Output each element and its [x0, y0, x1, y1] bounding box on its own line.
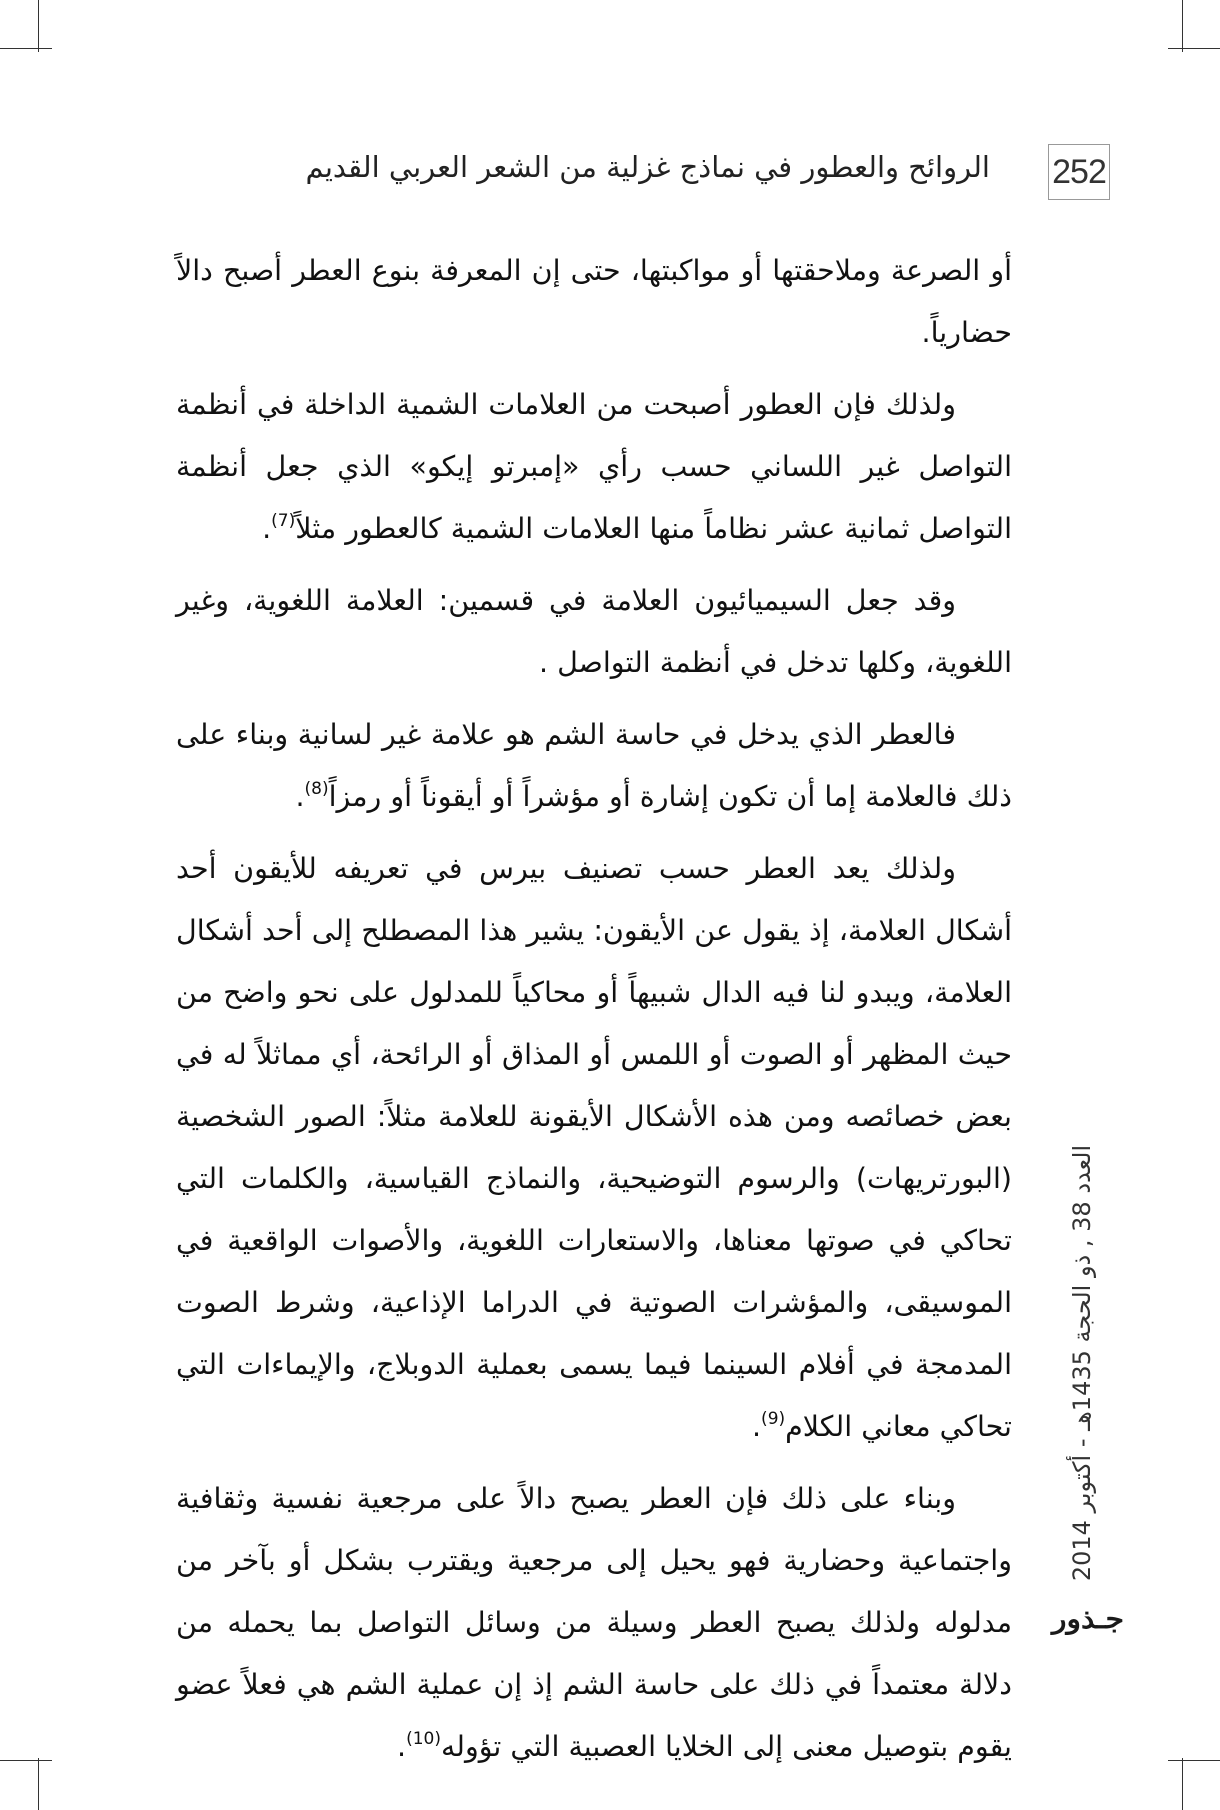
paragraph-text: ولذلك فإن العطور أصبحت من العلامات الشمية الداخلة في أنظمة التواصل غير اللساني حسب رأي «إمبرتو إيكو» الذي جعل أنظمة التواصل ثمانية عشر نظاماً منها العلامات الشمية كالعطور مثلاً: [176, 388, 1012, 545]
crop-mark-bottom-right-h: [1168, 1760, 1220, 1761]
paragraph-5: ولذلك يعد العطر حسب تصنيف بيرس في تعريفه للأيقون أحد أشكال العلامة، إذ يقول عن الأيقون: يشير هذا المصطلح إلى أحد أشكال العلامة، ويبدو لنا فيه الدال شبيهاً أو محاكياً للمدلول على نحو واضح من حيث المظهر أو الصوت أو اللمس أو المذاق أو الرائحة، أي مماثلاً له في بعض خصائصه ومن هذه الأشكال الأيقونة للعلامة مثلاً: الصور الشخصية (البورتريهات) والرسوم التوضيحية، والنماذج القياسية، والكلمات التي تحاكي في صوتها معناها، والاستعارات اللغوية، والأصوات الواقعية في الموسيقى، والمؤشرات الصوتية في الدراما الإذاعية، وشرط الصوت المدمجة في أفلام السينما فيما يسمى بعملية الدوبلاج، والإيماءات التي تحاكي معاني الكلام$^{(9)}$.: [176, 852, 1012, 1443]
journal-logo: جـذور: [1052, 1603, 1125, 1636]
crop-mark-bottom-right: [1182, 1758, 1183, 1810]
crop-mark-top-left-h: [0, 48, 52, 49]
crop-mark-top-right: [1182, 0, 1183, 52]
running-title: الروائح والعطور في نماذج غزلية من الشعر العربي القديم: [305, 150, 990, 184]
crop-mark-top-left: [38, 0, 39, 52]
footnote-ref-8: (8): [304, 779, 329, 799]
footnote-ref-9: (9): [761, 1409, 786, 1429]
paragraph-2: ولذلك فإن العطور أصبحت من العلامات الشمية الداخلة في أنظمة التواصل غير اللساني حسب رأي «إمبرتو إيكو» الذي جعل أنظمة التواصل ثمانية عشر نظاماً منها العلامات الشمية كالعطور مثلاً$^{(7)}$.: [176, 388, 1012, 545]
paragraph-text: وقد جعل السيميائيون العلامة في قسمين: العلامة اللغوية، وغير اللغوية، وكلها تدخل في أنظمة التواصل .: [176, 584, 1012, 679]
crop-mark-bottom-left: [38, 1758, 39, 1810]
crop-mark-top-right-h: [1168, 48, 1220, 49]
footnote-ref-10: (10): [406, 1729, 441, 1749]
page-number: 252: [1048, 144, 1110, 200]
paragraph-1: [176, 240, 1012, 364]
paragraph-text: وبناء على ذلك فإن العطر يصبح دالاً على مرجعية نفسية وثقافية واجتماعية وحضارية فهو يحيل إلى مرجعية ويقترب بشكل أو بآخر من مدلوله ولذلك يصبح العطر وسيلة من وسائل التواصل بما يحمله من دلالة معتمداً في ذلك على حاسة الشم إذ إن عملية الشم هي فعلاً عضو يقوم بتوصيل معنى إلى الخلايا العصبية التي تؤوله: [176, 1482, 1012, 1763]
article-body: [176, 240, 1012, 1788]
issue-side-note: [1062, 1144, 1102, 1582]
page-header: [270, 144, 1110, 204]
paragraph-4: فالعطر الذي يدخل في حاسة الشم هو علامة غير لسانية وبناء على ذلك فالعلامة إما أن تكون إشارة أو مؤشراً أو أيقوناً أو رمزاً$^{(8)}$.: [176, 718, 1012, 813]
paragraph-text: فالعطر الذي يدخل في حاسة الشم هو علامة غير لسانية وبناء على ذلك فالعلامة إما أن تكون إشارة أو مؤشراً أو أيقوناً أو رمزاً: [176, 718, 1012, 813]
paragraph-3: [176, 570, 1012, 694]
issue-info: العدد 38 , ذو الحجة 1435هـ - أكتوبر 2014: [1068, 1144, 1096, 1582]
paragraph-text: أو الصرعة وملاحقتها أو مواكبتها، حتى إن المعرفة بنوع العطر أصبح دالاً حضارياً.: [176, 254, 1012, 349]
paragraph-6: وبناء على ذلك فإن العطر يصبح دالاً على مرجعية نفسية وثقافية واجتماعية وحضارية فهو يحيل إلى مرجعية ويقترب بشكل أو بآخر من مدلوله ولذلك يصبح العطر وسيلة من وسائل التواصل بما يحمله من دلالة معتمداً في ذلك على حاسة الشم إذ إن عملية الشم هي فعلاً عضو يقوم بتوصيل معنى إلى الخلايا العصبية التي تؤوله$^{(10)}$.: [176, 1482, 1012, 1763]
crop-mark-bottom-left-h: [0, 1760, 52, 1761]
footnote-ref-7: (7): [271, 511, 296, 531]
paragraph-text: ولذلك يعد العطر حسب تصنيف بيرس في تعريفه للأيقون أحد أشكال العلامة، إذ يقول عن الأيقون: يشير هذا المصطلح إلى أحد أشكال العلامة، ويبدو لنا فيه الدال شبيهاً أو محاكياً للمدلول على نحو واضح من حيث المظهر أو الصوت أو اللمس أو المذاق أو الرائحة، أي مماثلاً له في بعض خصائصه ومن هذه الأشكال الأيقونة للعلامة مثلاً: الصور الشخصية (البورتريهات) والرسوم التوضيحية، والنماذج القياسية، والكلمات التي تحاكي في صوتها معناها، والاستعارات اللغوية، والأصوات الواقعية في الموسيقى، والمؤشرات الصوتية في الدراما الإذاعية، وشرط الصوت المدمجة في أفلام السينما فيما يسمى بعملية الدوبلاج، والإيماءات التي تحاكي معاني الكلام: [176, 852, 1012, 1443]
